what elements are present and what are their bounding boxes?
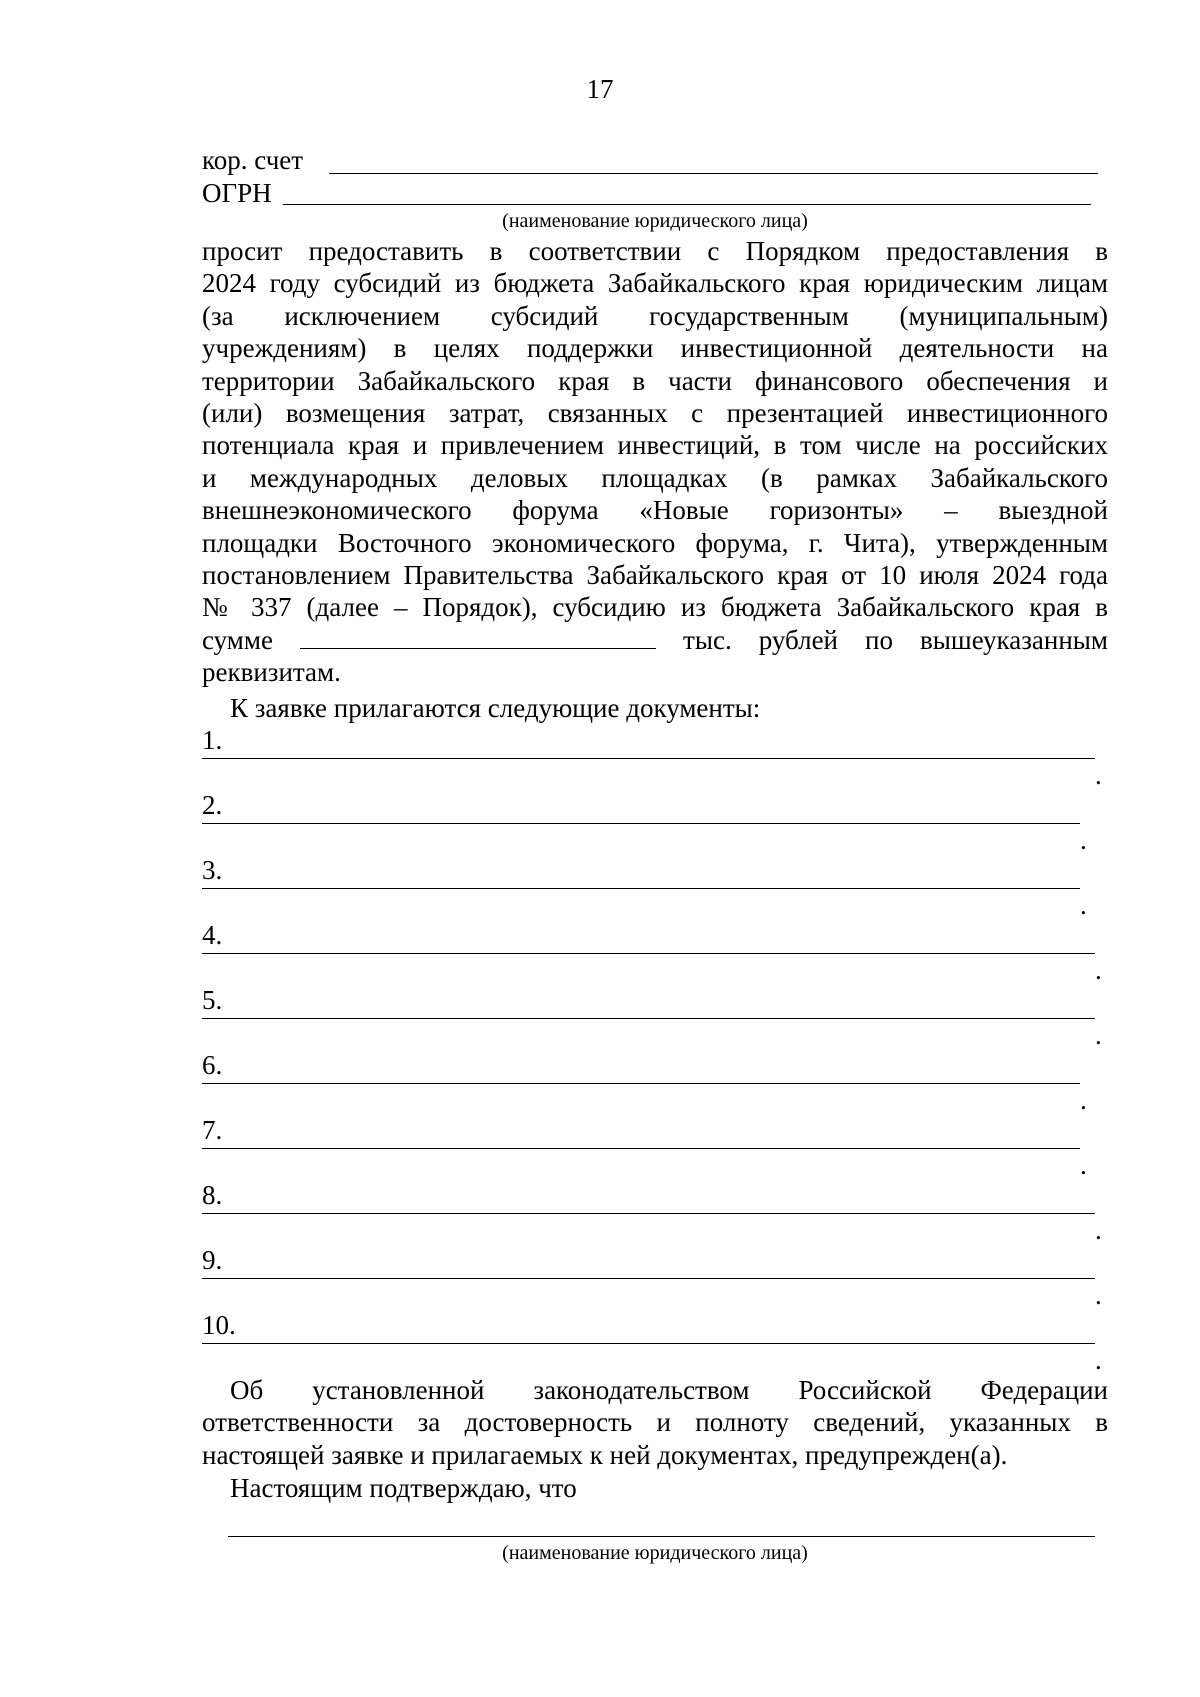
attachment-blank[interactable]	[202, 1018, 1095, 1019]
attachment-blank[interactable]	[202, 888, 1080, 889]
request-line: территории Забайкальского края в части финансового обеспечения и	[202, 365, 1108, 396]
ogrn-label: ОГРН	[202, 178, 272, 208]
attachment-blank[interactable]	[202, 953, 1095, 954]
request-line: и международных деловых площадках (в рамках Забайкальского	[202, 462, 1108, 493]
attachment-number: 7.	[202, 1115, 223, 1145]
attachment-blank[interactable]	[202, 1083, 1080, 1084]
attachment-number: 1.	[202, 725, 223, 755]
attachment-end-mark: .	[1095, 1280, 1102, 1310]
correspondent-account-field	[202, 143, 303, 177]
attachment-number: 9.	[202, 1245, 223, 1275]
attachment-number: 5.	[202, 985, 223, 1015]
attachment-number: 2.	[202, 790, 223, 820]
attachment-number: 3.	[202, 855, 223, 885]
attachment-blank[interactable]	[202, 1278, 1095, 1279]
legal-entity-name-blank[interactable]	[228, 1512, 1095, 1537]
request-line: 2024 году субсидий из бюджета Забайкальского края юридическим лицам	[202, 268, 1108, 299]
attachment-end-mark: .	[1080, 825, 1087, 855]
sum-unit-text: тыс. рублей по вышеуказанным	[683, 624, 1109, 655]
request-line: внешнеэкономического форума «Новые горизонты» – выездной	[202, 495, 1108, 526]
liability-paragraph	[202, 1374, 1108, 1471]
attachment-blank[interactable]	[202, 758, 1095, 759]
attachment-blank[interactable]	[202, 823, 1080, 824]
attachment-blank[interactable]	[202, 1343, 1095, 1344]
attachment-blank[interactable]	[202, 1213, 1095, 1214]
attachments-intro: К заявке прилагаются следующие документы:	[230, 693, 761, 723]
attachment-end-mark: .	[1095, 1345, 1102, 1375]
attachment-end-mark: .	[1095, 1020, 1102, 1050]
correspondent-account-blank[interactable]	[329, 145, 1098, 174]
request-line: № 337 (далее – Порядок), субсидию из бюджета Забайкальского края в	[202, 592, 1108, 623]
page-number: 17	[586, 74, 614, 104]
request-line: площадки Восточного экономического форума, г. Чита), утвержденным	[202, 527, 1108, 558]
attachment-blank[interactable]	[202, 1148, 1080, 1149]
request-tail: реквизитам.	[202, 657, 341, 688]
attachment-end-mark: .	[1095, 1215, 1102, 1245]
ogrn-field	[202, 176, 272, 210]
attachment-number: 4.	[202, 920, 223, 950]
attachment-end-mark: .	[1080, 890, 1087, 920]
request-line: просит предоставить в соответствии с Порядком предоставления в	[202, 236, 1108, 266]
correspondent-account-label: кор. счет	[202, 145, 304, 175]
legal-entity-caption-top: (наименование юридического лица)	[502, 210, 808, 232]
ogrn-blank[interactable]	[283, 178, 1091, 205]
liability-line: Об установленной законодательством Российской Федерации	[230, 1375, 1108, 1405]
request-line: потенциала края и привлечением инвестиций, в том числе на российских	[202, 430, 1108, 461]
attachment-number: 10.	[202, 1310, 236, 1340]
sum-label: сумме	[202, 624, 273, 655]
request-paragraph	[202, 235, 1108, 688]
confirmation-text: Настоящим подтверждаю, что	[230, 1473, 577, 1503]
attachment-end-mark: .	[1095, 760, 1102, 790]
attachment-end-mark: .	[1095, 955, 1102, 985]
request-line: (за исключением субсидий государственным (муниципальным)	[202, 300, 1108, 331]
request-line: учреждениям) в целях поддержки инвестиционной деятельности на	[202, 333, 1108, 364]
attachment-number: 8.	[202, 1180, 223, 1210]
request-line: (или) возмещения затрат, связанных с презентацией инвестиционного	[202, 397, 1108, 428]
legal-entity-caption-bottom: (наименование юридического лица)	[502, 1542, 808, 1564]
sum-amount-blank[interactable]	[300, 626, 656, 649]
request-line: постановлением Правительства Забайкальского края от 10 июля 2024 года	[202, 559, 1108, 590]
attachment-number: 6.	[202, 1050, 223, 1080]
liability-line: настоящей заявке и прилагаемых к ней документах, предупрежден(а).	[202, 1439, 1008, 1470]
sum-line	[202, 624, 1108, 656]
attachment-end-mark: .	[1080, 1085, 1087, 1115]
liability-line: ответственности за достоверность и полноту сведений, указанных в	[202, 1407, 1108, 1438]
attachment-end-mark: .	[1080, 1150, 1087, 1180]
